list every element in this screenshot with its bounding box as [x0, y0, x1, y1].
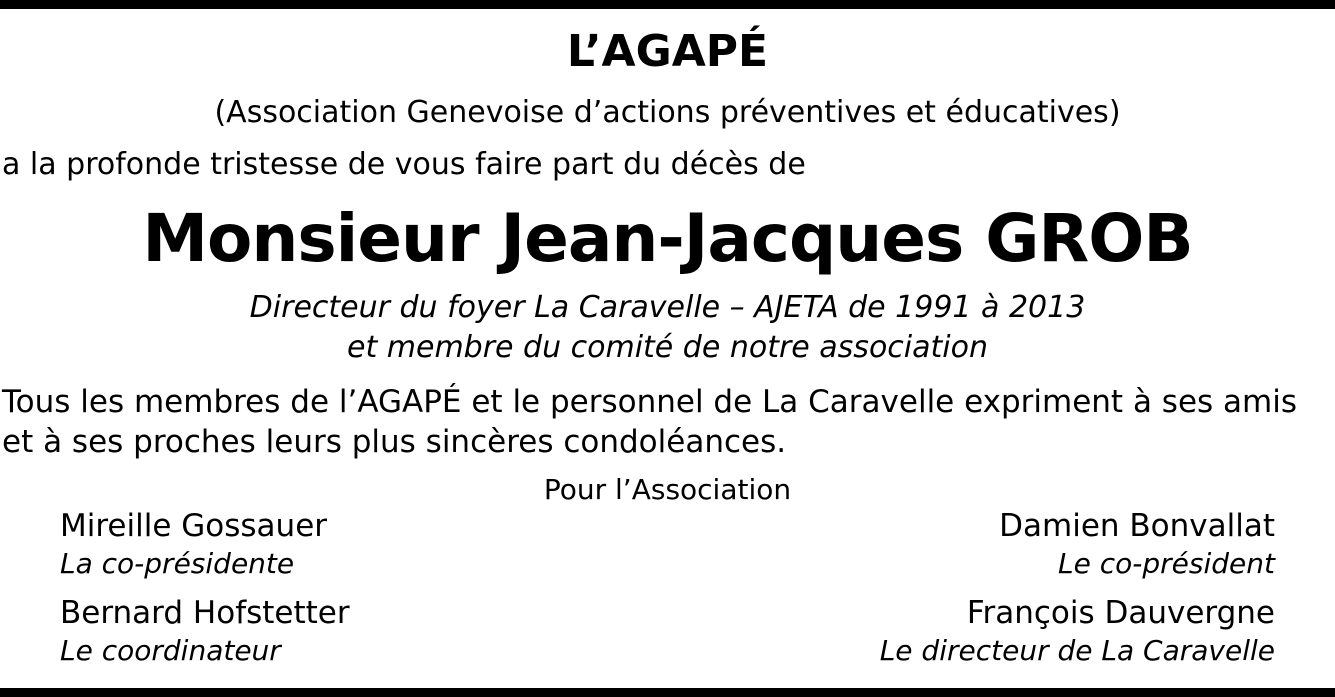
deceased-name: Monsieur Jean-Jacques GROB — [142, 200, 1193, 277]
condolences-text: Tous les membres de l’AGAPÉ et le personnel de La Caravelle expriment à ses amis et à ses proches leurs plus sincères condoléances. — [2, 384, 1297, 460]
intro-text: a la profonde tristesse de vous faire part du décès de — [2, 147, 806, 182]
org-name: L’AGAPÉ — [566, 26, 769, 77]
deceased-role-line1: Directeur du foyer La Caravelle – AJETA de 1991 à 2013 — [249, 290, 1086, 325]
org-full-name: (Association Genevoise d’actions préventives et éducatives) — [214, 95, 1121, 130]
top-border-rule — [0, 0, 1335, 9]
signatory-title: Le directeur de La Caravelle — [879, 634, 1275, 667]
signatory-name: Mireille Gossauer — [60, 508, 328, 544]
deceased-role-line2: et membre du comité de notre association — [347, 330, 988, 365]
signatory-name: Bernard Hofstetter — [60, 595, 350, 631]
signatory-title: La co-présidente — [60, 547, 295, 580]
signatory-name: François Dauvergne — [966, 595, 1275, 631]
bottom-border-rule — [0, 688, 1335, 697]
signatory-title: Le coordinateur — [60, 634, 281, 667]
signatory-name: Damien Bonvallat — [999, 508, 1275, 544]
signatory-title: Le co-président — [1058, 547, 1275, 580]
signatures-heading: Pour l’Association — [543, 473, 792, 506]
